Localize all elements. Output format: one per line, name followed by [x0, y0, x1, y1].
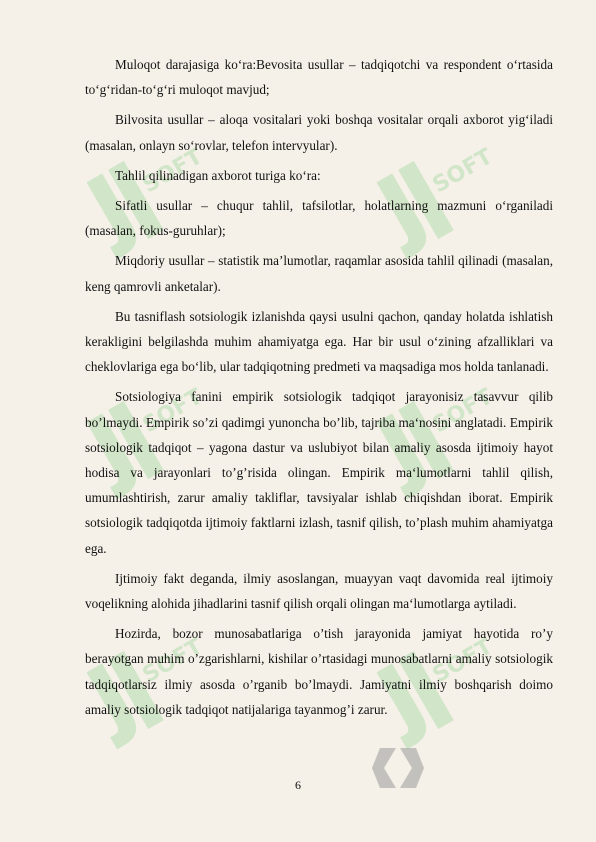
paragraph: Bu tasniflash sotsiologik izlanishda qaysi usulni qachon, qanday holatda ishlatish kerakligini belgilashda muhim ahamiyatga ega. Har bir usul o‘zining afzalliklari va cheklovlariga ega bo‘lib, ular tadqiqotning predmeti va maqsadiga mos holda tanlanadi. [85, 308, 553, 375]
svg-text:SOFT: SOFT [428, 634, 490, 689]
page-number: 6 [295, 778, 301, 792]
paragraph: Miqdoriy usullar – statistik ma’lumotlar, raqamlar asosida tahlil qilinadi (masalan, keng qamrovli anketalar). [85, 253, 553, 294]
svg-text:SOFT: SOFT [428, 144, 490, 199]
paragraph: Bilvosita usullar – aloqa vositalari yoki boshqa vositalar orqali axborot yig‘iladi (masalan, onlayn so‘rovlar, telefon intervyular). [85, 112, 553, 153]
svg-text:SOFT: SOFT [138, 144, 200, 199]
paragraph: Hozirda, bozor munosabatlariga o’tish jarayonida jamiyat hayotida ro’y berayotgan muhim o’zgarishlarni, kishilar o’rtasidagi munosabatlarni amaliy sotsiologik tadqiqotlarsiz ilmiy asosda o’rganib bo’lmaydi. Jamiyatni ilmiy boshqarish doimo amaliy sotsiologik tadqiqot natijalariga tayanmog’i zarur. [85, 626, 553, 717]
paragraph: Tahlil qilinadigan axborot turiga ko‘ra: [115, 167, 321, 183]
paragraph: Muloqot darajasiga ko‘ra:Bevosita usullar – tadqiqotchi va respondent o‘rtasida to‘g‘ridan-to‘g‘ri muloqot mavjud; [85, 57, 553, 98]
svg-text:SOFT: SOFT [428, 384, 490, 439]
svg-text:SOFT: SOFT [138, 384, 200, 439]
paragraph: Ijtimoiy fakt deganda, ilmiy asoslangan, muayyan vaqt davomida real ijtimoiy voqelikning alohida jihadlarini tasnif qilish orqali olingan ma‘lumotlarga aytiladi. [85, 570, 553, 612]
paragraph: Sifatli usullar – chuqur tahlil, tafsilotlar, holatlarning mazmuni o‘rganiladi (masalan, fokus-guruhlar); [85, 198, 553, 239]
paragraph: Sotsiologiya fanini empirik sotsiologik tadqiqot jarayonisiz tasavvur qilib bo’lmaydi. Empirik so’zi qadimgi yunoncha bo’lib, tajriba ma‘nosini anglatadi. Empirik sotsiologik tadqiqot – yagona dastur va uslubiyot bilan amaliy asosda ijtimoiy hayot hodisa va jarayonlari to’g’risida olingan. Empirik ma‘lumotlarni tahlil qilish, umumlashtirish, zarur amaliy takliflar, tavsiyalar ishlab chiqishdan iborat. Empirik sotsiologik tadqiqotda ijtimoiy faktlarni izlash, tasnif qilish, to’plash muhim ahamiyatga ega. [85, 389, 553, 556]
svg-text:SOFT: SOFT [138, 634, 200, 689]
body-text [85, 52, 553, 727]
